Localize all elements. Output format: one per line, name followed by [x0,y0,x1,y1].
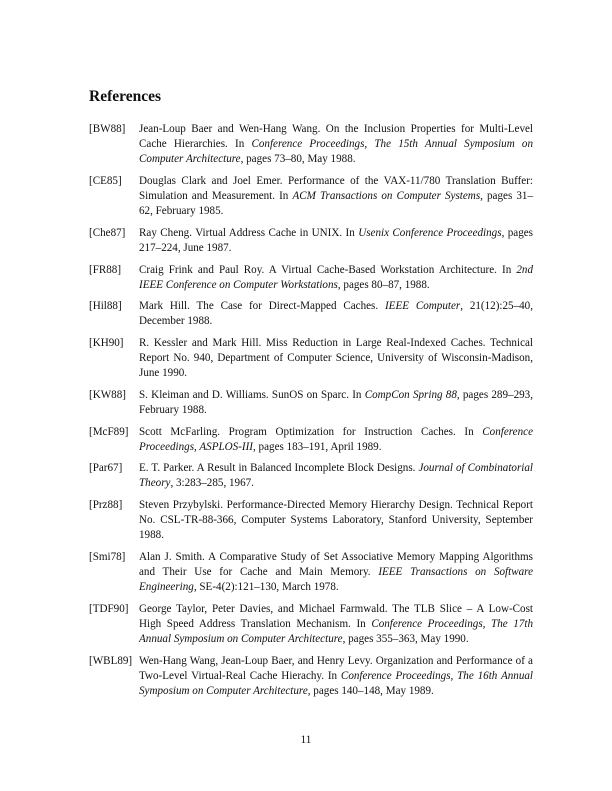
reference-entry [89,550,533,596]
reference-label: [WBL89] [89,654,133,667]
reference-list [89,122,533,706]
reference-label: [FR88] [89,263,122,276]
reference-entry [89,498,533,544]
reference-label: [McF89] [89,425,129,438]
reference-segment: , pages 217–224, June 1987. [139,226,533,255]
reference-segment: , SE-4(2):121–130, March 1978. [193,581,339,594]
reference-label: [CE85] [89,174,122,187]
reference-label: [KH90] [89,336,124,349]
reference-segment: , pages 140–148, May 1989. [307,685,434,698]
reference-segment: S. Kleiman and D. Williams. SunOS on Sparc. In [139,388,365,401]
reference-segment: , pages 73–80, May 1988. [240,153,356,166]
reference-venue: Conference Proceedings, The 17th Annual Symposium on Computer Architecture [139,617,533,646]
reference-segment: R. Kessler and Mark Hill. Miss Reduction in Large Real-Indexed Caches. Technical Report No. 940, Department of Computer Science, University of Wisconsin-Madison, June 1990. [139,336,533,380]
reference-segment: , pages 355–363, May 1990. [342,633,469,646]
reference-entry [89,174,533,220]
reference-segment: Mark Hill. The Case for Direct-Mapped Caches. [139,300,385,313]
reference-entry [89,226,533,256]
reference-segment: , pages 183–191, April 1989. [253,440,382,453]
reference-text [139,174,533,220]
reference-segment: Alan J. Smith. A Comparative Study of Set Associative Memory Mapping Algorithms and Their Use for Cache and Main Memory. [139,550,533,579]
reference-text [139,654,533,700]
reference-label: [Par67] [89,462,123,475]
reference-entry [89,461,533,491]
section-title: References [89,88,162,105]
reference-entry [89,654,533,700]
reference-label: [Che87] [89,226,126,239]
reference-label: [Hil88] [89,300,122,313]
reference-text [139,299,533,329]
reference-segment: Ray Cheng. Virtual Address Cache in UNIX. In [139,226,359,239]
reference-segment: , 3:283–285, 1967. [170,477,254,490]
page-number: 11 [300,734,312,746]
reference-venue: Conference Proceedings, ASPLOS-III [139,425,533,453]
reference-segment: Wen-Hang Wang, Jean-Loup Baer, and Henry Levy. Organization and Performance of a Two-Level Virtual-Real Cache Hierachy. In [139,654,533,682]
reference-segment: , 21(12):25–40, December 1988. [139,300,533,328]
reference-entry [89,263,533,293]
reference-segment: E. T. Parker. A Result in Balanced Incomplete Block Designs. [139,462,419,475]
reference-venue: CompCon Spring 88 [364,388,457,401]
reference-entry [89,602,533,648]
reference-label: [Prz88] [89,498,123,511]
reference-entry [89,336,533,382]
reference-venue: Conference Proceedings, The 16th Annual Symposium on Computer Architecture [139,669,533,698]
reference-segment: , pages 31–62, February 1985. [139,190,533,218]
reference-entry [89,122,533,168]
reference-segment: , pages 289–293, February 1988. [139,388,533,417]
reference-venue: 2nd IEEE Conference on Computer Workstations [139,263,533,291]
reference-segment: George Taylor, Peter Davies, and Michael Farmwald. The TLB Slice – A Low-Cost High Speed Address Translation Mechanism. In [139,602,533,630]
reference-label: [BW88] [89,123,126,135]
reference-text [139,388,533,418]
reference-venue: Usenix Conference Proceedings [358,226,502,239]
reference-segment: Jean-Loup Baer and Wen-Hang Wang. On the Inclusion Properties for Multi-Level Cache Hierarchies. In [139,123,533,151]
reference-venue: IEEE Computer [384,300,461,313]
reference-venue: Journal of Combinatorial Theory [139,462,533,490]
reference-venue: IEEE Transactions on Software Engineering [139,566,533,594]
reference-segment: Steven Przybylski. Performance-Directed Memory Hierarchy Design. Technical Report No. CSL-TR-88-366, Computer Systems Laboratory, Stanford University, September 1988. [139,498,533,542]
reference-venue: ACM Transactions on Computer Systems [292,190,481,203]
reference-text [139,461,533,491]
reference-text [139,498,533,544]
reference-entry [89,388,533,418]
reference-label: [KW88] [89,388,126,401]
reference-text [139,336,533,382]
reference-label: [Smi78] [89,550,126,563]
reference-segment: Scott McFarling. Program Optimization for Instruction Caches. In [139,425,483,438]
reference-text [139,425,533,455]
reference-venue: Conference Proceedings, The 15th Annual Symposium on Computer Architecture [139,138,533,166]
reference-entry [89,425,533,455]
reference-label: [TDF90] [89,602,129,615]
reference-text [139,122,533,168]
reference-segment: Douglas Clark and Joel Emer. Performance of the VAX-11/780 Translation Buffer: Simulation and Measurement. In [139,174,533,203]
reference-segment: , pages 80–87, 1988. [337,278,430,291]
reference-text [139,602,533,648]
reference-text [139,226,533,256]
reference-text [139,550,533,596]
reference-text [139,263,533,293]
reference-entry [89,299,533,329]
reference-segment: Craig Frink and Paul Roy. A Virtual Cache-Based Workstation Architecture. In [139,263,517,276]
